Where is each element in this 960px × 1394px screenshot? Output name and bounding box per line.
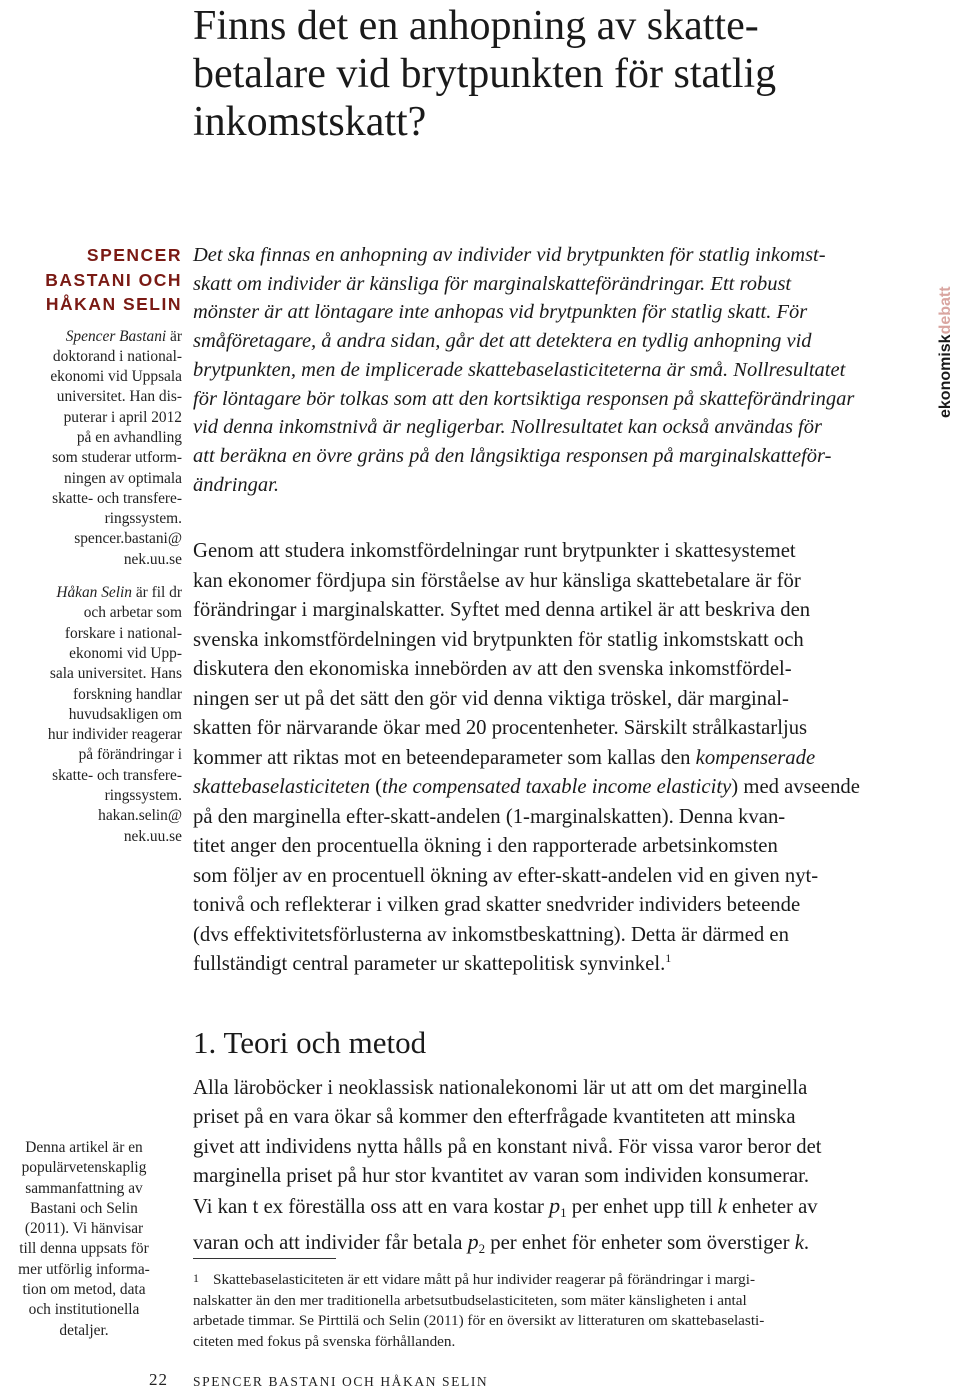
note-line: (2011). Vi hänvisar [24,1220,144,1238]
email-link-part[interactable]: spencer.bastani@ [74,530,182,548]
title-line: betalare vid brytpunkten för statlig [193,51,777,97]
note-line: till denna uppsats för [19,1240,149,1258]
section-line: marginella priset på hur stor kvantitet av varan som individen konsumerar. [193,1164,810,1187]
bio-line [0,327,182,347]
body-line: svenska inkomstfördelningen vid brytpunkten för statlig inkomstskatt och [193,628,804,651]
author-bio-selin [0,583,182,847]
section-heading: 1. Teori och metod [193,1025,427,1060]
author-heading-line: BASTANI OCH [45,269,182,290]
body-line: diskutera den ekonomiska innebörden av att den svenska inkomstfördel- [193,658,792,680]
bio-line: ringssystem. [104,510,182,528]
intro-paragraph [193,537,913,980]
body-text-run: ) med avseende [731,776,860,798]
section-text-run: . [803,1232,810,1255]
bio-line: forskning handlar [73,685,182,703]
section-line: priset på en vara ökar så kommer den efterfrågade kvantiteten att minska [193,1106,796,1129]
bio-line [0,583,182,603]
section-text-run: per enhet upp till [566,1196,718,1219]
bio-line: universitet. Han dis- [56,388,182,406]
body-line: tonivå och reflekterar i vilken grad skatter snedvrider individers beteende [193,894,801,916]
note-line: sammanfattning av [25,1179,143,1197]
footnote-line: nalskatter än den mer traditionella arbetsutbudselasticiteten, som mäter känsligheten i antal [193,1291,747,1309]
footnote-line: citeten med fokus på svenska förhållanden. [193,1332,456,1350]
term-swedish: skattebaselasticiteten [193,776,370,798]
journal-brand-text [935,238,957,418]
bio-line: skatte- och transfere- [52,766,182,784]
article-title [193,2,933,146]
note-line: Denna artikel är en [25,1139,143,1156]
email-link-part[interactable]: nek.uu.se [123,550,182,568]
body-line: Genom att studera inkomstfördelningar runt brytpunkter i skattesystemet [193,540,796,562]
bio-line: på en avhandling [76,428,182,446]
bio-line: på förändringar i [78,746,182,764]
lead-line: brytpunkten, men de implicerade skattebaselasticiteterna är små. Nollresultatet [193,358,846,381]
running-footer: SPENCER BASTANI OCH HÅKAN SELIN [193,1374,489,1389]
body-line: kan ekonomer fördjupa sin förståelse av hur känsliga skattebetalare är för [193,569,801,592]
lead-line: Det ska finnas en anhopning av individer vid brytpunkten för statlig inkomst- [193,244,826,266]
journal-brand [935,238,957,418]
math-variable-p: p [467,1229,479,1255]
body-line: förändringar i marginalskatter. Syftet med denna artikel är att beskriva den [193,599,811,621]
term-swedish: kompenserade [695,746,816,769]
body-text-run: kommer att riktas mot en beteendeparameter som kallas den [193,746,696,769]
lead-line: för löntagare bör tolkas som att den kortsiktiga responsen på skatteförändringar [193,387,855,410]
lead-abstract [193,241,908,499]
body-line: ningen ser ut på det sätt den gör vid denna viktiga tröskel, där marginal- [193,687,789,710]
footnote-mark: 1 [193,1271,199,1285]
email-link-part[interactable]: nek.uu.se [123,827,182,845]
footnote [193,1270,913,1352]
math-subscript: 2 [478,1241,486,1257]
bio-line: doktorand i national- [52,347,182,365]
math-variable-p: p [549,1193,561,1219]
math-variable-k: k [717,1196,727,1219]
body-line: på den marginella efter-skatt-andelen (1-marginalskatten). Denna kvan- [193,805,786,828]
bio-line: ekonomi vid Uppsala [50,368,182,386]
bio-line: skatte- och transfere- [52,489,182,507]
bio-line: sala universitet. Hans [49,665,182,683]
section-text-run: per enhet för enheter som överstiger [485,1232,795,1255]
lead-line: skatt om individer är känsliga för marginalskatteförändringar. Ett robust [193,272,792,295]
term-english: the compensated taxable income elasticity [382,776,732,798]
summary-note [0,1138,168,1341]
note-line: populärvetenskaplig [21,1159,147,1177]
author-sidebar [0,243,182,860]
bio-line: och arbetar som [83,604,182,622]
author-heading-line: HÅKAN SELIN [45,294,182,314]
lead-line: vid denna inkomstnivå är negligerbar. Nollresultatet kan också användas för [193,416,822,439]
section-paragraph [193,1074,913,1264]
body-line: skatten för närvarande ökar med 20 procentenheter. Särskilt strålkastarljus [193,717,808,739]
footnote-reference[interactable]: 1 [665,951,672,966]
note-line: detaljer. [59,1321,109,1339]
bio-line: forskare i national- [64,624,182,642]
body-line [193,950,913,980]
bio-author-name: Spencer Bastani [65,327,167,345]
footnote-line: Skattebaselasticiteten är ett vidare mått på hur individer reagerar på förändringar i margi- [213,1271,756,1288]
page-number: 22 [149,1370,168,1389]
section-text-run: enheter av [726,1196,818,1219]
section-line: Alla läroböcker i neoklassisk nationalekonomi lär ut att om det marginella [193,1077,808,1099]
body-line: som följer av en procentuell ökning av efter-skatt-andelen vid en given nyt- [193,864,819,887]
footnote-divider [193,1258,336,1259]
body-text-run: fullständigt central parameter ur skattepolitisk synvinkel. [193,953,666,975]
body-line [193,744,913,774]
body-text-run: ( [369,776,383,798]
note-line: mer utförlig informa- [18,1260,150,1278]
body-line [193,773,913,803]
author-heading-line: SPENCER [86,245,182,265]
title-line: inkomstskatt? [193,99,427,145]
summary-note-text [0,1138,168,1341]
body-line: titet anger den procentuella ökning i den rapporterade arbetsinkomsten [193,835,778,857]
bio-text: är fil dr [132,584,182,602]
section-line [193,1191,913,1227]
note-line: och institutionella [28,1301,140,1319]
bio-line: hur individer reagerar [47,726,182,744]
lead-line: att beräkna en övre gräns på den långsiktiga responsen på marginalskatteför- [193,444,832,467]
bio-line: ningen av optimala [64,469,182,487]
bio-line: ringssystem. [104,787,182,805]
bio-line: puterar i april 2012 [63,408,182,426]
body-line: (dvs effektivitetsförlusterna av inkomstbeskattning). Detta är därmed en [193,923,789,946]
bio-text: är [166,327,182,345]
bio-author-name: Håkan Selin [56,584,132,602]
math-variable-k: k [794,1232,804,1255]
title-line: Finns det en anhopning av skatte- [193,3,759,49]
bio-line: som studerar utform- [52,449,182,467]
bio-line: ekonomi vid Upp- [69,644,182,662]
section-line: givet att individens nytta hålls på en konstant nivå. För vissa varor beror det [193,1135,822,1158]
brand-part-dark: ekonomisk [937,334,954,418]
author-names-heading [0,243,182,317]
note-line: Bastani och Selin [30,1199,138,1217]
brand-part-light: debatt [937,286,954,335]
bio-line: huvudsakligen om [68,705,182,723]
lead-line: ändringar. [193,473,280,496]
email-link-part[interactable]: hakan.selin@ [98,807,182,825]
section-text-run: varan och att individer får betala [193,1232,468,1255]
footnote-line: arbetade timmar. Se Pirttilä och Selin (2011) för en översikt av litteraturen om skattebaselasti- [193,1312,765,1330]
note-line: tion om metod, data [22,1281,146,1299]
author-bio-bastani [0,327,182,571]
lead-line: mönster är att löntagare inte anhopas vid brytpunkten för statlig skatt. För [193,301,808,324]
lead-line: småföretagare, å andra sidan, går det att detektera en tydlig anhopning vid [193,330,812,353]
math-subscript: 1 [560,1205,567,1221]
section-text-run: Vi kan t ex föreställa oss att en vara kostar [193,1196,550,1219]
